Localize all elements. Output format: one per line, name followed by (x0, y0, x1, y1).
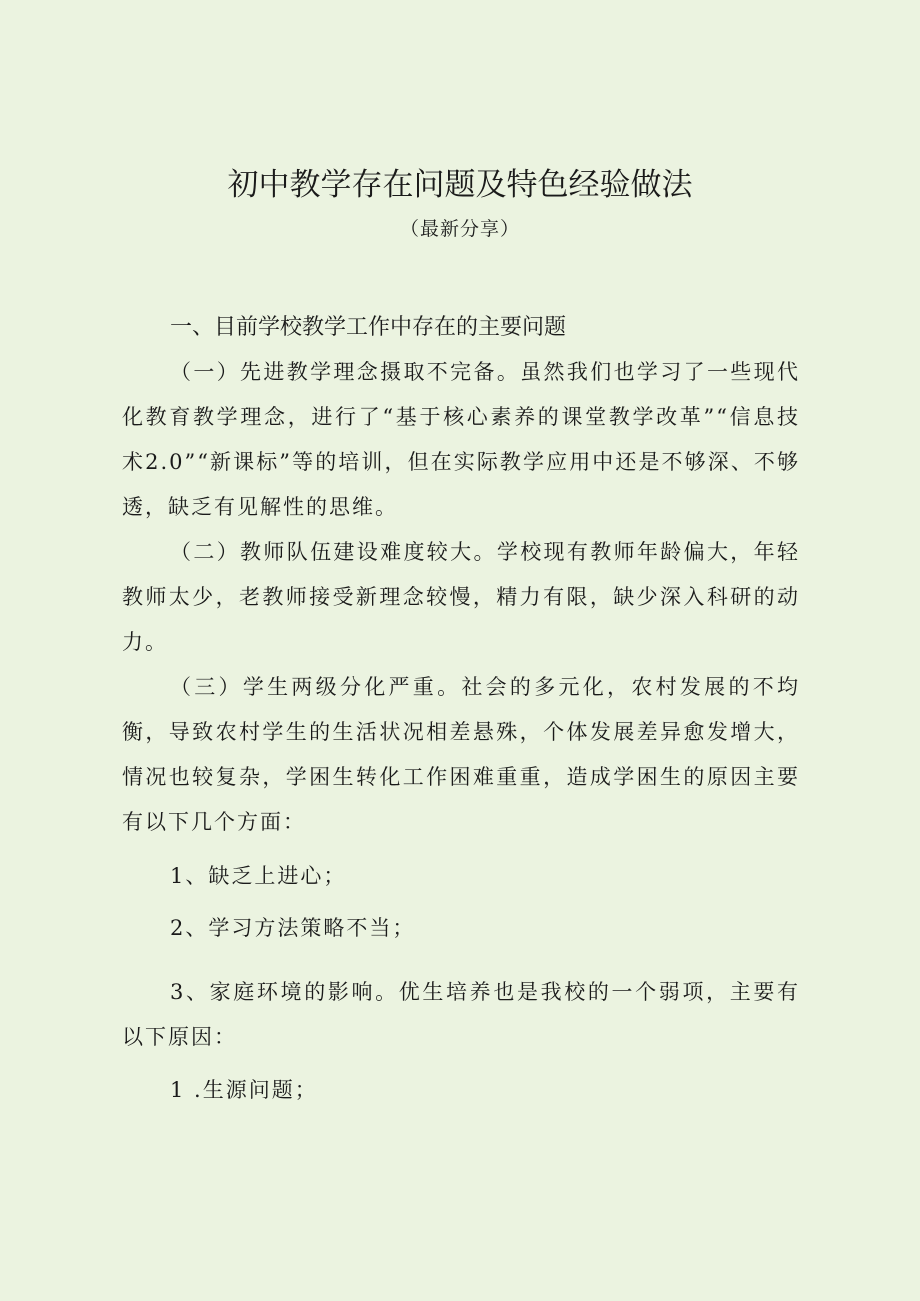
list-item-4: 1 .生源问题； (170, 1078, 318, 1102)
paragraph-4: 3、家庭环境的影响。优生培养也是我校的一个弱项，主要有以下原因： (122, 980, 800, 1049)
section-heading: 一、目前学校教学工作中存在的主要问题 (170, 315, 567, 340)
paragraph-3: （三）学生两级分化严重。社会的多元化，农村发展的不均衡，导致农村学生的生活状况相差悬殊，个体发展差异愈发增大，情况也较复杂，学困生转化工作困难重重，造成学困生的原因主要有以下几个方面： (122, 675, 800, 834)
document-title: 初中教学存在问题及特色经验做法 (227, 167, 693, 203)
paragraph-1: （一）先进教学理念摄取不完备。虽然我们也学习了一些现代化教育教学理念，进行了“基于核心素养的课堂教学改革”“信息技术2.0”“新课标”等的培训，但在实际教学应用中还是不够深、不够透，缺乏有见解性的思维。 (122, 360, 800, 519)
document-subtitle: （最新分享） (399, 218, 520, 240)
paragraph-2: （二）教师队伍建设难度较大。学校现有教师年龄偏大，年轻教师太少，老教师接受新理念较慢，精力有限，缺少深入科研的动力。 (122, 540, 800, 654)
list-item-1: 1、缺乏上进心； (170, 864, 347, 888)
list-item-2: 2、学习方法策略不当； (170, 916, 416, 940)
